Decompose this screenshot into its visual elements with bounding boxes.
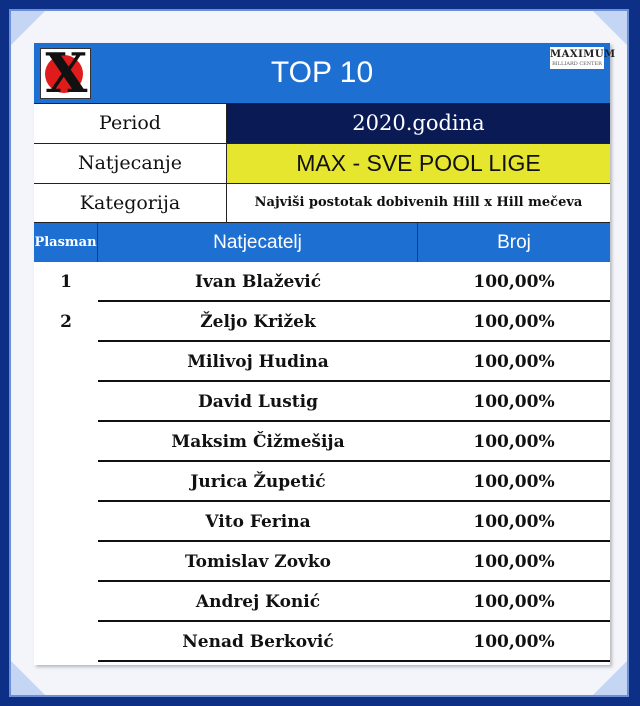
column-header-count: Broj [497,232,531,253]
table-row [34,302,610,342]
row-name: Andrej Konić [98,582,418,622]
board-header [34,43,616,103]
row-rank: 2 [60,312,72,332]
row-name: Jurica Župetić [98,462,418,502]
row-rank [34,342,98,382]
corner-decoration [11,11,45,45]
competition-row [34,143,610,183]
column-header-rank: Plasman [34,223,98,262]
x-logo-letter: X [45,48,88,99]
maximum-logo-subtext: BILLIARD CENTER [552,61,602,67]
period-value: 2020.godina [227,104,610,143]
table-row [34,502,610,542]
row-value: 100,00% [418,622,610,662]
row-name: Milivoj Hudina [98,342,418,382]
category-label: Kategorija [34,184,227,222]
row-name: Tomislav Zovko [98,542,418,582]
row-value: 100,00% [418,422,610,462]
period-row [34,103,610,143]
row-rank [34,502,98,542]
row-name: Željo Križek [98,302,418,342]
row-value: 100,00% [418,382,610,422]
table-header [34,223,610,262]
row-name: David Lustig [98,382,418,422]
page-title: TOP 10 [270,56,374,89]
corner-decoration [593,11,627,45]
corner-decoration [11,661,45,695]
table-row [34,422,610,462]
row-rank [34,542,98,582]
row-value: 100,00% [418,582,610,622]
row-value: 100,00% [418,302,610,342]
table-row [34,382,610,422]
table-row [34,462,610,502]
category-value: Najviši postotak dobivenih Hill x Hill mečeva [227,184,610,222]
x-logo [40,48,91,99]
table-row [34,262,610,302]
row-value: 100,00% [418,462,610,502]
competition-value: MAX - SVE POOL LIGE [227,144,610,183]
ranking-board [34,43,616,665]
corner-decoration [593,661,627,695]
row-name: Maksim Čižmešija [98,422,418,462]
row-value: 100,00% [418,542,610,582]
period-label: Period [34,104,227,143]
maximum-logo-text: MAXIMUM [550,49,616,60]
competition-label: Natjecanje [34,144,227,183]
ranking-table-body [34,262,610,662]
column-header-name: Natjecatelj [98,223,418,262]
row-value: 100,00% [418,262,610,302]
row-value: 100,00% [418,502,610,542]
table-row [34,622,610,662]
row-name: Vito Ferina [98,502,418,542]
row-name: Ivan Blažević [98,262,418,302]
row-rank [34,462,98,502]
category-row [34,183,610,223]
row-rank [34,382,98,422]
maximum-logo [550,47,616,69]
row-name: Nenad Berković [98,622,418,662]
row-rank: 1 [60,272,72,292]
row-rank [34,582,98,622]
row-rank [34,622,98,662]
row-rank [34,422,98,462]
row-value: 100,00% [418,342,610,382]
table-row [34,542,610,582]
table-row [34,342,610,382]
table-row [34,582,610,622]
